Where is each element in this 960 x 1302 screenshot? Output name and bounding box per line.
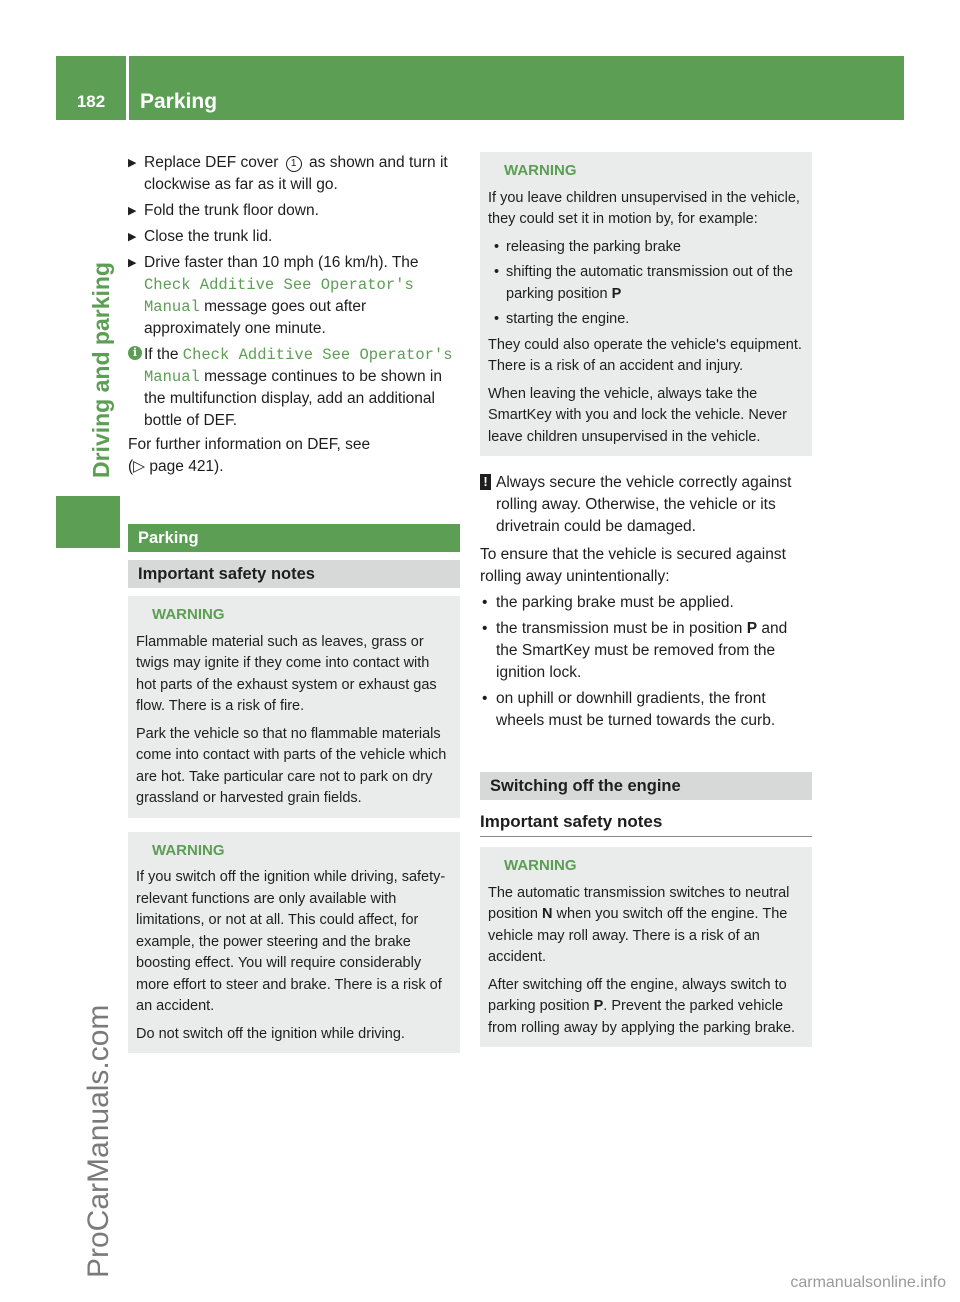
warning-text: They could also operate the vehicle's equipment. There is a risk of an accident and injury. — [488, 336, 802, 374]
list-item: • releasing the parking brake — [494, 238, 681, 255]
section-title: Parking — [128, 524, 460, 552]
warning-text: After switching off the engine, always switch to parking position P. Prevent the parked vehicle from rolling away by applying the parking brake. — [488, 976, 796, 1036]
callout-number-icon: 1 — [286, 156, 302, 172]
side-tab-marker — [56, 496, 120, 548]
watermark-side: ProCarManuals.com — [82, 1004, 115, 1278]
warning-box-neutral — [480, 847, 812, 1047]
warning-box-ignition — [128, 832, 460, 1054]
warning-box-fire — [128, 596, 460, 818]
page-title: Parking — [140, 90, 218, 113]
warning-text: Park the vehicle so that no flammable materials come into contact with parts of the vehicle which are hot. Take particular care not to park on dry grassland or harvested grain fields. — [136, 725, 447, 806]
list-item: • shifting the automatic transmission out of the parking position P — [494, 264, 793, 302]
right-column — [480, 152, 812, 1047]
list-item: • the transmission must be in position P and the SmartKey must be removed from the ignition lock. — [482, 620, 788, 681]
display-message: Check Additive See Operator's Manual — [144, 346, 453, 386]
step-replace-cover: ▶ Replace DEF cover 1 as shown and turn it clockwise as far as it will go. — [128, 154, 448, 193]
step-close-lid: ▶ Close the trunk lid. — [128, 226, 460, 248]
notice-environment: ! Always secure the vehicle correctly against rolling away. Otherwise, the vehicle or its drivetrain could be damaged. — [480, 472, 812, 538]
subsection-title: Important safety notes — [128, 560, 460, 588]
page-number: 182 — [76, 92, 106, 111]
step-arrow-icon: ▶ — [128, 205, 137, 217]
exclamation-icon: ! — [480, 474, 491, 490]
page-ref-icon: ▷ — [133, 458, 146, 475]
warning-text: The automatic transmission switches to neutral position N when you switch off the engine. The vehicle may roll away. There is a risk of an accident. — [488, 884, 790, 965]
left-column — [128, 152, 460, 1053]
watermark-bottom: carmanualsonline.info — [790, 1274, 946, 1291]
step-fold-floor: ▶ Fold the trunk floor down. — [128, 200, 460, 222]
list-item: • the parking brake must be applied. — [482, 594, 734, 611]
page-reference[interactable]: page 421). — [149, 458, 224, 475]
further-info: For further information on DEF, see (▷ page 421). — [128, 436, 371, 475]
warning-heading: WARNING — [136, 604, 452, 626]
ensure-intro: To ensure that the vehicle is secured against rolling away unintentionally: — [480, 546, 786, 585]
warning-box-children — [480, 152, 812, 456]
side-tab-section: Driving and parking — [88, 262, 114, 478]
list-item: • starting the engine. — [494, 311, 630, 327]
section-title: Switching off the engine — [480, 772, 812, 800]
warning-text: Flammable material such as leaves, grass or twigs may ignite if they come into contact with hot parts of the exhaust system or exhaust gas flow. There is a risk of fire. — [136, 633, 437, 714]
subsection-title: Important safety notes — [480, 812, 812, 837]
display-message: Check Additive See Operator's Manual — [144, 276, 414, 316]
header-divider — [126, 56, 129, 120]
step-drive-faster: ▶ Drive faster than 10 mph (16 km/h). The Check Additive See Operator's Manual message goes out after approximately one minute. — [128, 254, 419, 337]
list-item: • on uphill or downhill gradients, the front wheels must be turned towards the curb. — [482, 690, 776, 729]
warning-text: If you leave children unsupervised in the vehicle, they could set it in motion by, for example: — [488, 189, 800, 227]
info-icon: i — [128, 346, 142, 360]
warning-heading: WARNING — [488, 855, 804, 877]
step-arrow-icon: ▶ — [128, 157, 137, 169]
step-arrow-icon: ▶ — [128, 257, 137, 269]
warning-heading: WARNING — [136, 840, 452, 862]
info-note: i If the Check Additive See Operator's Manual message continues to be shown in the multifunction display, add an additional bottle of DEF. — [128, 344, 460, 432]
warning-text: When leaving the vehicle, always take the SmartKey with you and lock the vehicle. Never leave children unsupervised in the vehicle. — [488, 385, 787, 445]
warning-text: If you switch off the ignition while driving, safety-relevant functions are only available with limitations, or not at all. This could affect, for example, the power steering and the brake boosting effect. You will require considerably more effort to steer and brake. There is a risk of an accident. — [136, 869, 446, 1014]
step-arrow-icon: ▶ — [128, 231, 137, 243]
warning-heading: WARNING — [488, 160, 804, 182]
warning-text: Do not switch off the ignition while driving. — [136, 1025, 405, 1042]
